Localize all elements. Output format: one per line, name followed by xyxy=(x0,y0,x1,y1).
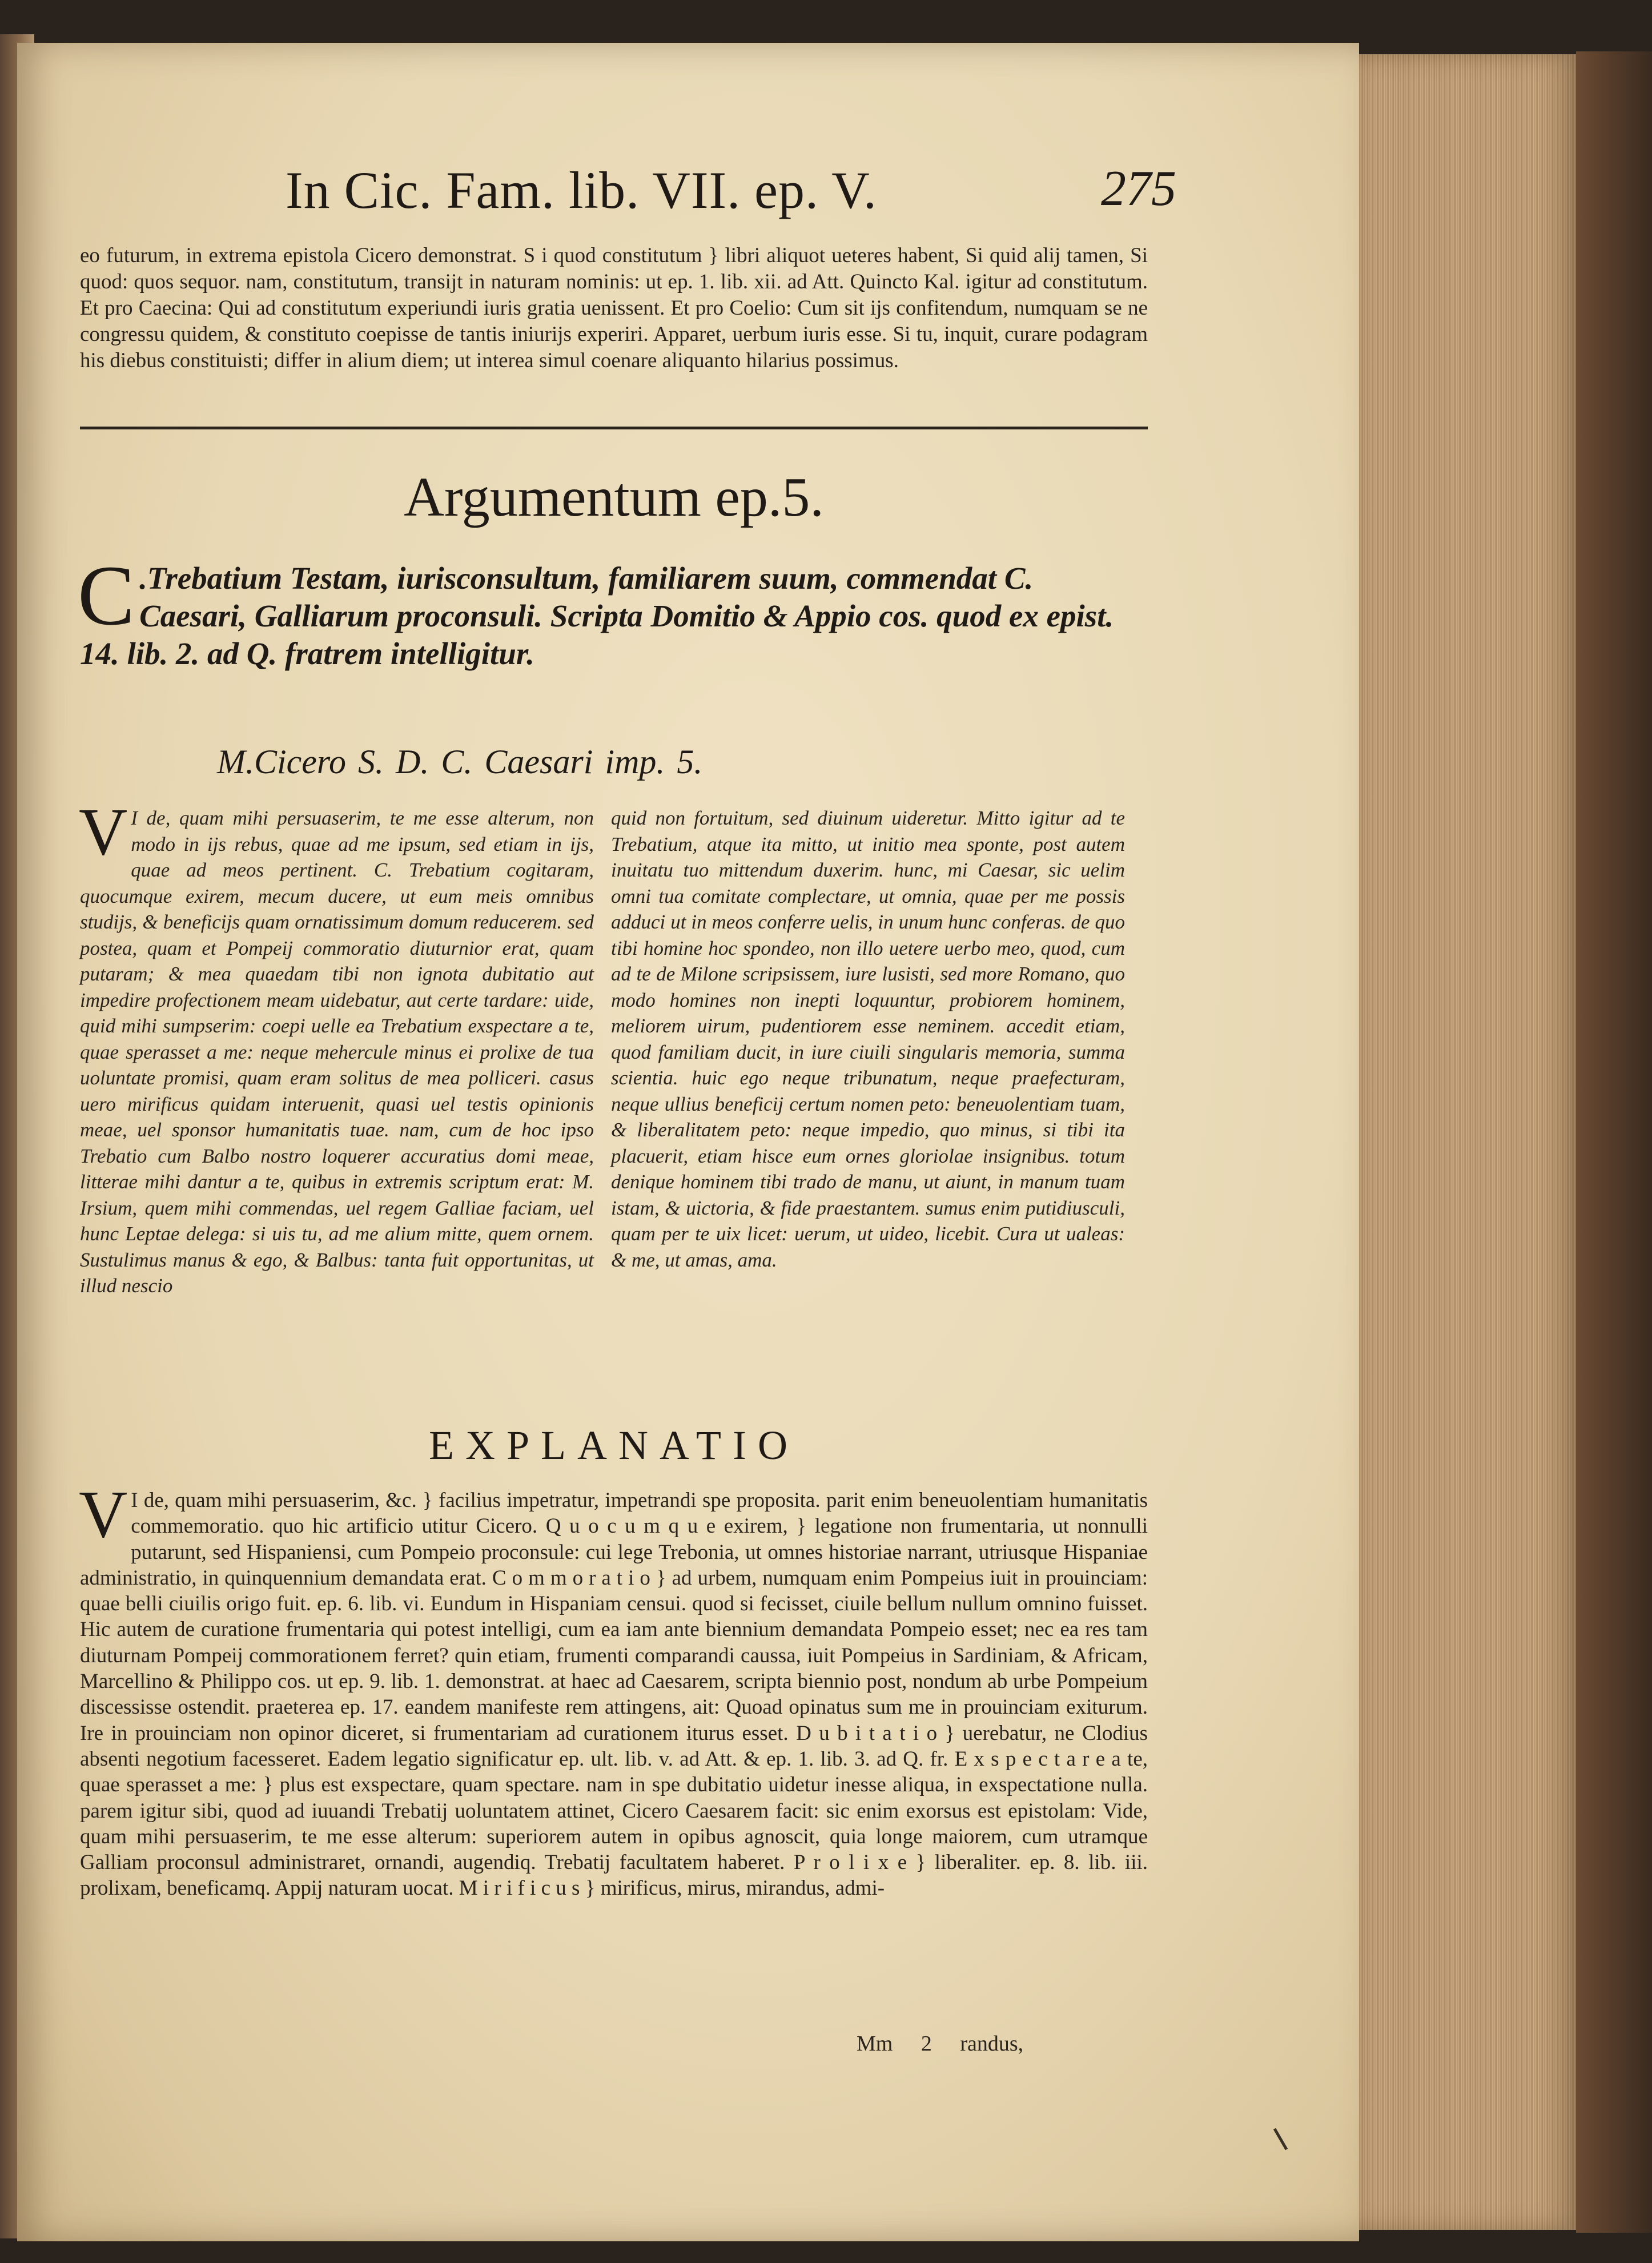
argument-drop-cap: C xyxy=(78,548,135,643)
running-head xyxy=(286,160,1176,223)
book-page xyxy=(17,43,1359,2241)
signature-line xyxy=(857,2031,1199,2056)
page-number: 275 xyxy=(1101,161,1176,216)
letter-right-text: quid non fortuitum, sed diuinum uideretur. Mitto igitur ad te Trebatium, atque ita mitto, ut initio mea sponte, post autem inuitatu tuo mittendum duxerim. hunc, mi Caesar, sic uelim omni tua comitate complectare, ut omnia, quae per me possis adduci ut in meos conferre uelis, in unum hunc conferas. de quo tibi homine hoc spondeo, non illo uetere uerbo meo, quod, cum ad te de Milone scripsissem, iure lusisti, sed more Romano, quo modo homines non inepti loquuntur, probiorem hominem, meliorem uirum, pudentiorem esse neminem. accedit etiam, quod familiam ducit, in iure ciuili singularis memoria, summa scientia. huic ego neque tribunatum, neque praefecturam, neque ullius beneficij certum nomen peto: beneuolentiam tuam, & liberalitatem peto: neque impedio, quo minus, si tibi ita placuerit, etiam hisce eum ornes gloriolae insignibus. totum denique hominem tibi trado de manu, ut aiunt, in manum tuam istam, & uictoria, & fide praestantem. sumus enim putidiusculi, quam per te uix licet: uerum, ut uideo, licebit. Cura ut ualeas: & me, ut amas, ama. xyxy=(611,807,1125,1271)
book-cover-edge xyxy=(1576,51,1652,2233)
argument-text: .Trebatium Testam, iurisconsultum, familiarem suum, commendat C. Caesari, Galliarum proconsuli. Scripta Domitio & Appio cos. quod ex epist. 14. lib. 2. ad Q. fratrem intelligitur. xyxy=(80,561,1114,671)
page-fore-edge xyxy=(1359,54,1576,2230)
continuation-paragraph: eo futurum, in extrema epistola Cicero demonstrat. S i quod constitutum } libri aliquot ueteres habent, Si quid alij tamen, Si quod: quos sequor. nam, constitutum, transijt in naturam nominis: ut ep. 1. lib. xii. ad Att. Quincto Kal. igitur ad constitutum. Et pro Caecina: Qui ad constitutum experiundi iuris gratia uenissent. Et pro Coelio: Cum sit ijs confitendum, numquam se ne congressu quidem, & constituto coepisse de tantis iniurijs experiri. Apparet, uerbum iuris esse. Si tu, inquit, curare podagram his diebus constituisti; differ in alium diem; ut interea simul coenare aliquanto hilarius possimus. xyxy=(80,244,1148,372)
explanatio-heading: EXPLANATIO xyxy=(429,1422,799,1468)
catchword: randus, xyxy=(960,2032,1024,2056)
explanatio-notes xyxy=(79,1477,1148,2059)
section-rule xyxy=(80,427,1148,429)
ink-speck xyxy=(1273,2128,1288,2151)
argument-text-block xyxy=(78,548,1148,673)
letter-drop-cap: V xyxy=(79,794,128,869)
continuation-text xyxy=(80,243,1148,420)
argument-heading: Argumentum ep.5. xyxy=(404,467,824,528)
letter-right-column xyxy=(611,805,1125,1393)
explanatio-drop-cap: V xyxy=(79,1477,128,1551)
letter-left-text: I de, quam mihi persuaserim, te me esse alterum, non modo in ijs rebus, quae ad me ipsum, sed etiam in ijs, quae ad meos pertinent. C. Trebatium cogitaram, quocumque exirem, mecum ducere, ut eum meis omnibus studijs, & beneficijs quam ornatissimum domum reducerem. sed postea, quam et Pompeij commoratio diuturnior erat, quam putaram; & mea quaedam tibi non ignota dubitatio aut impedire profectionem meam uidebatur, aut certe tardare: uide, quid mihi sumpserim: coepi uelle ea Trebatium exspectare a te, quae sperasset a me: neque mehercule minus ei prolixe de tua uoluntate promisi, quam eram solitus de mea polliceri. casus uero mirificus quidam interuenit, quasi uel testis opinionis meae, uel sponsor humanitatis tuae. nam, cum de hoc ipso Trebatio cum Balbo nostro loquerer accuratius domi meae, litterae mihi dantur a te, quibus in extremis scriptum erat: M. Irsium, quem mihi commendas, uel regem Galliae faciam, uel hunc Leptae delega: si uis tu, ad me alium mitte, quem ornem. Sustulimus manus & ego, & Balbus: tanta fuit opportunitas, ut illud nescio xyxy=(80,807,594,1297)
running-head-title: In Cic. Fam. lib. VII. ep. V. xyxy=(286,161,877,219)
explanatio-text: I de, quam mihi persuaserim, &c. } facilius impetratur, impetrandi spe proposita. parit enim beneuolentiam humanitatis commemoratio. quo hic artificio utitur Cicero. Q u o c u m q u e exirem, } legatione non frumentaria, ut nonnulli putarunt, sed Hispaniensi, cum Pompeio proconsule: cui lege Trebonia, ut omnes historiae narrant, utriusque Hispaniae administratio, in quinquennium demandata erat. C o m m o r a t i o } ad urbem, numquam enim Pompeius iuit in prouinciam: quae belli ciuilis origo fuit. ep. 6. lib. vi. Eundum in Hispaniam censui. quod si fecisset, ciuile bellum nullum omnino fuisset. Hic autem de curatione frumentaria qui potest intelligi, cum ea iam ante biennium demandata Pompeio esset; nec ea res tam diuturnam Pompeij commorationem ferret? quin etiam, frumenti comparandi caussa, iuit Pompeius in Sardiniam, & Africam, Marcellino & Philippo cos. ut ep. 9. lib. 1. demonstrat. at haec ad Caesarem, scripta biennio post, nondum ab urbe Pompeium discessisse ostendit. praeterea ep. 17. eandem manifeste rem attingens, ait: Quoad opinatus sum me in prouinciam exiturum. Ire in prouinciam non opinor diceret, si frumentariam ad curationem iturus esset. D u b i t a t i o } uerebatur, ne Clodius absenti negotium facesseret. Eadem legatio significatur ep. ult. lib. v. ad Att. & ep. 1. lib. 3. ad Q. fr. E x s p e c t a r e a te, quae sperasset a me: } plus est exspectare, quam spectare. nam in spe dubitatio uidetur inesse aliqua, in exspectatione nulla. parem igitur sibi, quod ad iuuandi Trebatij uoluntatem attinet, Cicero Caesarem facit: sic enim exorsus est epistolam: Vide, quam mihi persuaserim, te me esse alterum: superiorem autem in opibus agnoscit, quia longe maiorem, cum utramque Galliam proconsul administraret, ornandi, augendiq. Trebatij facultatem haberet. P r o l i x e } liberaliter. ep. 8. lib. iii. prolixam, beneficamq. Appij naturam uocat. M i r i f i c u s } mirificus, mirus, mirandus, admi- xyxy=(80,1489,1148,1900)
signature-mark: Mm 2 xyxy=(857,2032,932,2056)
letter-left-column xyxy=(79,794,594,1393)
letter-heading: M.Cicero S. D. C. Caesari imp. 5. xyxy=(217,743,703,781)
